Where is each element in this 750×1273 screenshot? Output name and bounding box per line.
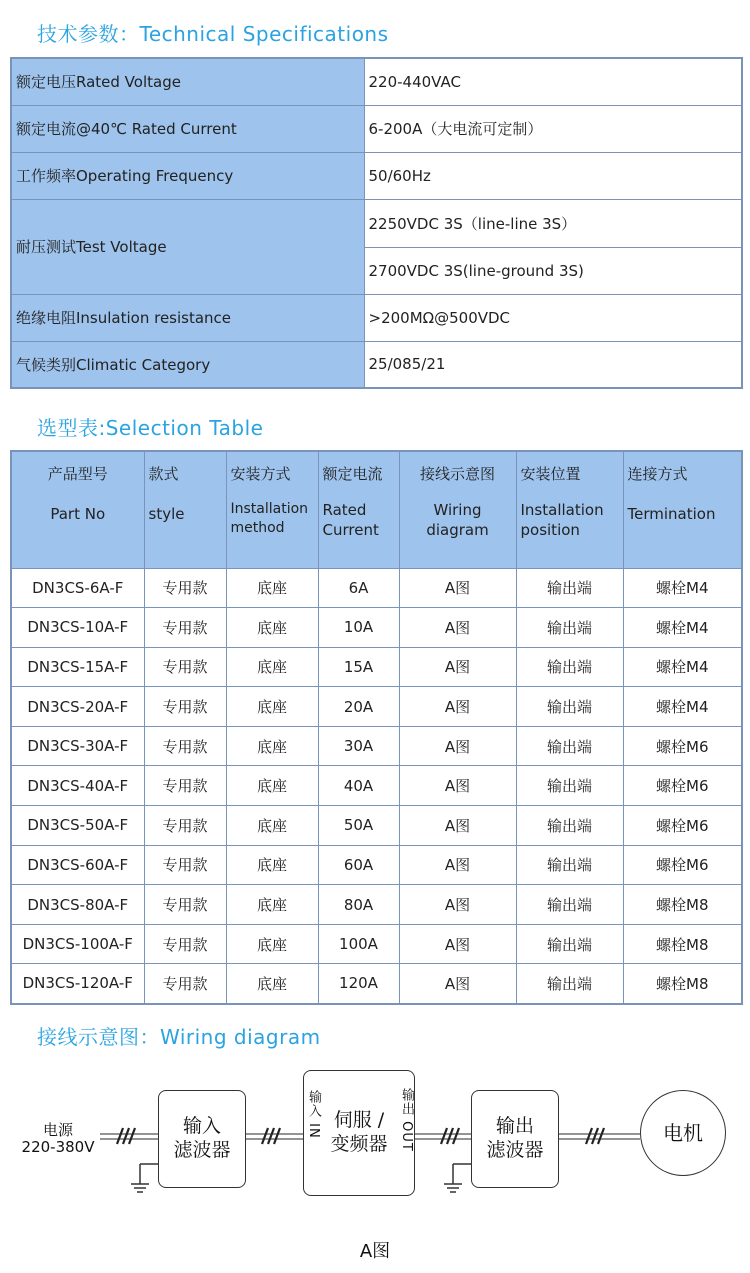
cell-part-no: DN3CS-80A-F (11, 885, 144, 925)
cell-part-no: DN3CS-120A-F (11, 964, 144, 1004)
cell-position: 输出端 (516, 766, 623, 806)
cell-installation: 底座 (226, 647, 318, 687)
header-installation-method: 安装方式 Installation method (226, 451, 318, 568)
spec-value: 25/085/21 (364, 341, 742, 388)
output-filter-box: 输出 滤波器 (471, 1090, 559, 1188)
spec-label: 额定电压Rated Voltage (11, 58, 364, 105)
cell-part-no: DN3CS-20A-F (11, 687, 144, 727)
spec-value: 2700VDC 3S(line-ground 3S) (364, 247, 742, 294)
spec-label: 气候类别Climatic Category (11, 341, 364, 388)
cell-part-no: DN3CS-60A-F (11, 845, 144, 885)
cell-rated-current: 120A (318, 964, 399, 1004)
spec-row (11, 58, 742, 105)
header-termination: 连接方式 Termination (623, 451, 742, 568)
spec-label: 额定电流@40℃ Rated Current (11, 105, 364, 152)
cell-style: 专用款 (144, 568, 226, 608)
cell-installation: 底座 (226, 726, 318, 766)
cell-part-no: DN3CS-100A-F (11, 924, 144, 964)
cell-wiring-diagram: A图 (399, 687, 516, 727)
cell-position: 输出端 (516, 885, 623, 925)
selection-row (11, 924, 742, 964)
cell-rated-current: 30A (318, 726, 399, 766)
spec-value: 50/60Hz (364, 152, 742, 199)
selection-header-row (11, 451, 742, 568)
cell-part-no: DN3CS-40A-F (11, 766, 144, 806)
cell-wiring-diagram: A图 (399, 964, 516, 1004)
cell-installation: 底座 (226, 964, 318, 1004)
cell-style: 专用款 (144, 845, 226, 885)
cell-position: 输出端 (516, 924, 623, 964)
drive-box: 伺服 / 变频器 (303, 1070, 415, 1196)
cell-termination: 螺栓M6 (623, 766, 742, 806)
cell-position: 输出端 (516, 845, 623, 885)
cell-rated-current: 100A (318, 924, 399, 964)
cell-installation: 底座 (226, 924, 318, 964)
cell-position: 输出端 (516, 608, 623, 648)
cell-termination: 螺栓M6 (623, 806, 742, 846)
spec-value: 6-200A（大电流可定制） (364, 105, 742, 152)
spec-label: 绝缘电阻Insulation resistance (11, 294, 364, 341)
cell-termination: 螺栓M4 (623, 687, 742, 727)
cell-wiring-diagram: A图 (399, 647, 516, 687)
selection-row (11, 806, 742, 846)
spec-row (11, 152, 742, 199)
cell-part-no: DN3CS-50A-F (11, 806, 144, 846)
cell-style: 专用款 (144, 766, 226, 806)
cell-part-no: DN3CS-6A-F (11, 568, 144, 608)
drive-out-label: 输出 OUT (399, 1088, 414, 1152)
cell-part-no: DN3CS-15A-F (11, 647, 144, 687)
cell-style: 专用款 (144, 647, 226, 687)
spec-value: >200MΩ@500VDC (364, 294, 742, 341)
cell-rated-current: 50A (318, 806, 399, 846)
wiring-section-title: 接线示意图：Wiring diagram (37, 1025, 321, 1049)
header-wiring-diagram: 接线示意图 Wiring diagram (399, 451, 516, 568)
selection-row (11, 766, 742, 806)
spec-label: 耐压测试Test Voltage (11, 199, 364, 294)
cell-rated-current: 10A (318, 608, 399, 648)
cell-style: 专用款 (144, 806, 226, 846)
cell-rated-current: 40A (318, 766, 399, 806)
spec-row (11, 199, 742, 247)
cell-termination: 螺栓M6 (623, 726, 742, 766)
spec-value: 2250VDC 3S（line-line 3S） (364, 199, 742, 247)
selection-row (11, 687, 742, 727)
cell-position: 输出端 (516, 687, 623, 727)
cell-installation: 底座 (226, 885, 318, 925)
cell-part-no: DN3CS-10A-F (11, 608, 144, 648)
selection-row (11, 726, 742, 766)
cell-position: 输出端 (516, 806, 623, 846)
header-installation-position: 安装位置 Installation position (516, 451, 623, 568)
cell-position: 输出端 (516, 964, 623, 1004)
cell-rated-current: 20A (318, 687, 399, 727)
input-filter-box: 输入 滤波器 (158, 1090, 246, 1188)
cell-part-no: DN3CS-30A-F (11, 726, 144, 766)
cell-termination: 螺栓M4 (623, 568, 742, 608)
selection-row (11, 885, 742, 925)
specs-table (10, 57, 743, 389)
header-rated-current: 额定电流 Rated Current (318, 451, 399, 568)
cell-termination: 螺栓M6 (623, 845, 742, 885)
specs-section-title: 技术参数：Technical Specifications (37, 22, 389, 46)
cell-position: 输出端 (516, 726, 623, 766)
cell-termination: 螺栓M8 (623, 964, 742, 1004)
selection-row (11, 845, 742, 885)
cell-installation: 底座 (226, 845, 318, 885)
spec-row (11, 105, 742, 152)
cell-installation: 底座 (226, 687, 318, 727)
header-style: 款式 style (144, 451, 226, 568)
cell-wiring-diagram: A图 (399, 726, 516, 766)
cell-rated-current: 60A (318, 845, 399, 885)
power-source-label: 电源 220-380V (21, 1121, 95, 1157)
cell-installation: 底座 (226, 766, 318, 806)
cell-termination: 螺栓M4 (623, 647, 742, 687)
cell-installation: 底座 (226, 806, 318, 846)
cell-rated-current: 6A (318, 568, 399, 608)
selection-section-title: 选型表:Selection Table (37, 416, 264, 440)
spec-label: 工作频率Operating Frequency (11, 152, 364, 199)
header-part-no: 产品型号 Part No (11, 451, 144, 568)
drive-in-label: 输入 IN (306, 1090, 321, 1139)
cell-wiring-diagram: A图 (399, 568, 516, 608)
selection-row (11, 964, 742, 1004)
cell-wiring-diagram: A图 (399, 806, 516, 846)
cell-wiring-diagram: A图 (399, 924, 516, 964)
cell-position: 输出端 (516, 647, 623, 687)
selection-table (10, 450, 743, 1005)
cell-rated-current: 15A (318, 647, 399, 687)
spec-row (11, 341, 742, 388)
cell-wiring-diagram: A图 (399, 845, 516, 885)
cell-termination: 螺栓M4 (623, 608, 742, 648)
cell-style: 专用款 (144, 924, 226, 964)
cell-style: 专用款 (144, 885, 226, 925)
cell-wiring-diagram: A图 (399, 766, 516, 806)
cell-installation: 底座 (226, 568, 318, 608)
motor-circle: 电机 (640, 1090, 726, 1176)
cell-style: 专用款 (144, 608, 226, 648)
cell-style: 专用款 (144, 687, 226, 727)
selection-row (11, 608, 742, 648)
spec-row (11, 294, 742, 341)
cell-rated-current: 80A (318, 885, 399, 925)
cell-termination: 螺栓M8 (623, 924, 742, 964)
cell-wiring-diagram: A图 (399, 608, 516, 648)
cell-position: 输出端 (516, 568, 623, 608)
selection-row (11, 647, 742, 687)
cell-style: 专用款 (144, 964, 226, 1004)
selection-row (11, 568, 742, 608)
cell-installation: 底座 (226, 608, 318, 648)
cell-wiring-diagram: A图 (399, 885, 516, 925)
cell-termination: 螺栓M8 (623, 885, 742, 925)
spec-value: 220-440VAC (364, 58, 742, 105)
cell-style: 专用款 (144, 726, 226, 766)
diagram-caption: A图 (359, 1241, 391, 1262)
